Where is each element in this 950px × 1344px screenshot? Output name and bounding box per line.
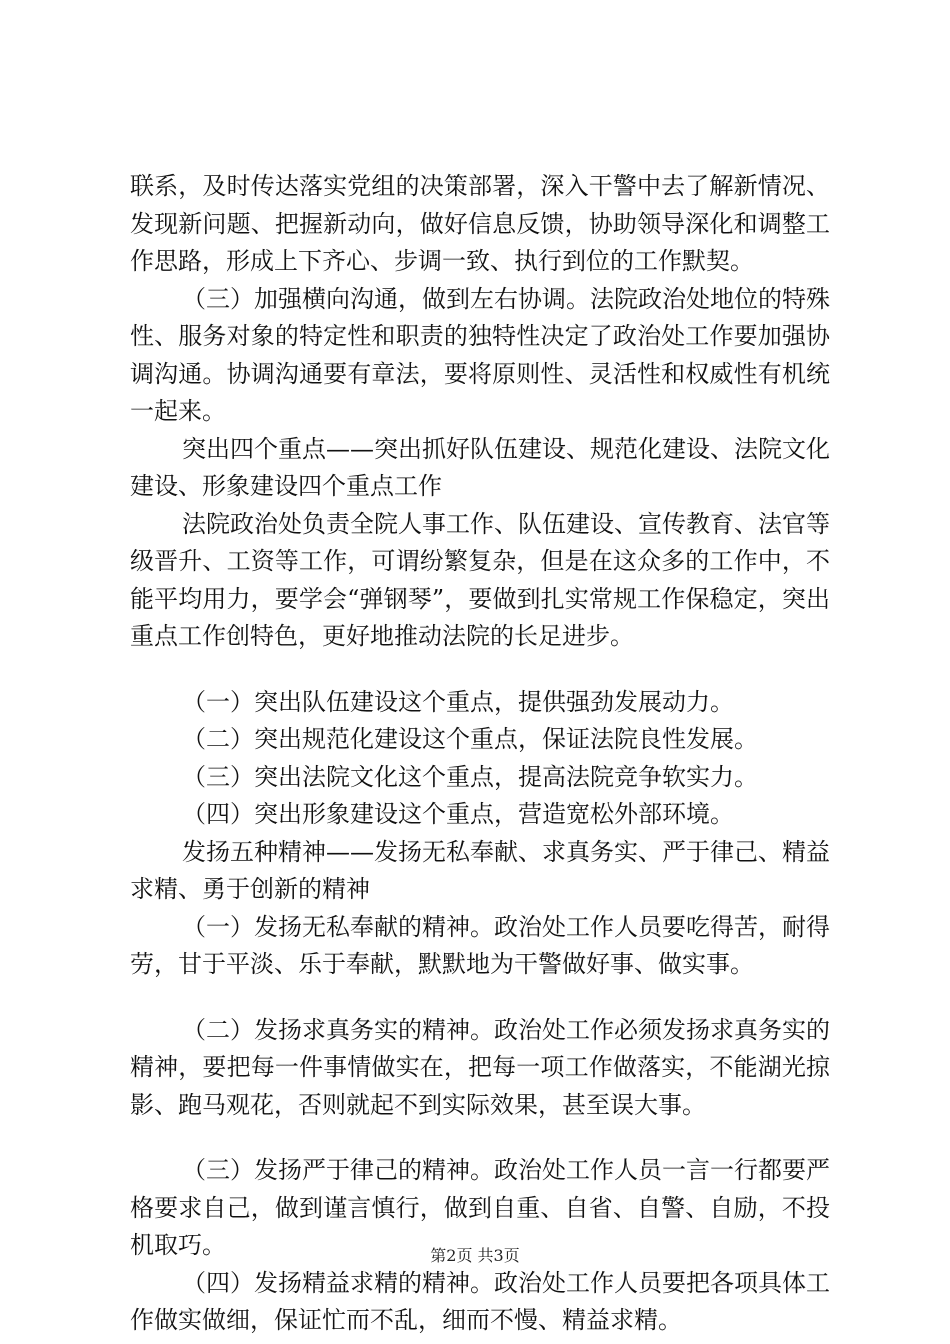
paragraph: （三）发扬严于律己的精神。政治处工作人员一言一行都要严格要求自己，做到谨言慎行，做到自重、自省、自警、自励，不投机取巧。	[130, 1156, 830, 1259]
document-body	[130, 168, 830, 1340]
page-footer: 第2页 共3页	[430, 1246, 520, 1265]
paragraph: （二）发扬求真务实的精神。政治处工作必须发扬求真务实的精神，要把每一件事情做实在，把每一项工作做落实，不能湖光掠影、跑马观花，否则就起不到实际效果，甚至误大事。	[130, 1015, 830, 1119]
paragraph: （二）突出规范化建设这个重点，保证法院良性发展。	[182, 725, 758, 753]
paragraph: （四）发扬精益求精的精神。政治处工作人员要把各项具体工作做实做细，保证忙而不乱，细而不慢、精益求精。	[130, 1268, 830, 1334]
paragraph-spacer	[130, 984, 830, 1012]
paragraph-spacer	[130, 1124, 830, 1152]
paragraph: （三）加强横向沟通，做到左右协调。法院政治处地位的特殊性、服务对象的特定性和职责的独特性决定了政治处工作要加强协调沟通。协调沟通要有章法，要将原则性、灵活性和权威性有机统一起来。	[130, 284, 830, 425]
paragraph-spacer	[130, 656, 830, 684]
paragraph: 突出四个重点——突出抓好队伍建设、规范化建设、法院文化建设、形象建设四个重点工作	[130, 434, 830, 500]
paragraph: 法院政治处负责全院人事工作、队伍建设、宣传教育、法官等级晋升、工资等工作，可谓纷繁复杂，但是在这众多的工作中，不能平均用力，要学会“弹钢琴”，要做到扎实常规工作保稳定，突出重点工作创特色，更好地推动法院的长足进步。	[130, 509, 830, 650]
paragraph: 联系，及时传达落实党组的决策部署，深入干警中去了解新情况、发现新问题、把握新动向，做好信息反馈，协助领导深化和调整工作思路，形成上下齐心、步调一致、执行到位的工作默契。	[130, 172, 830, 275]
paragraph: （一）发扬无私奉献的精神。政治处工作人员要吃得苦，耐得劳，甘于平淡、乐于奉献，默默地为干警做好事、做实事。	[130, 912, 830, 978]
paragraph: （三）突出法院文化这个重点，提高法院竞争软实力。	[182, 762, 758, 791]
paragraph: 发扬五种精神——发扬无私奉献、求真务实、严于律己、精益求精、勇于创新的精神	[130, 837, 830, 903]
paragraph: （一）突出队伍建设这个重点，提供强劲发展动力。	[182, 687, 734, 716]
paragraph: （四）突出形象建设这个重点，营造宽松外部环境。	[182, 800, 734, 828]
